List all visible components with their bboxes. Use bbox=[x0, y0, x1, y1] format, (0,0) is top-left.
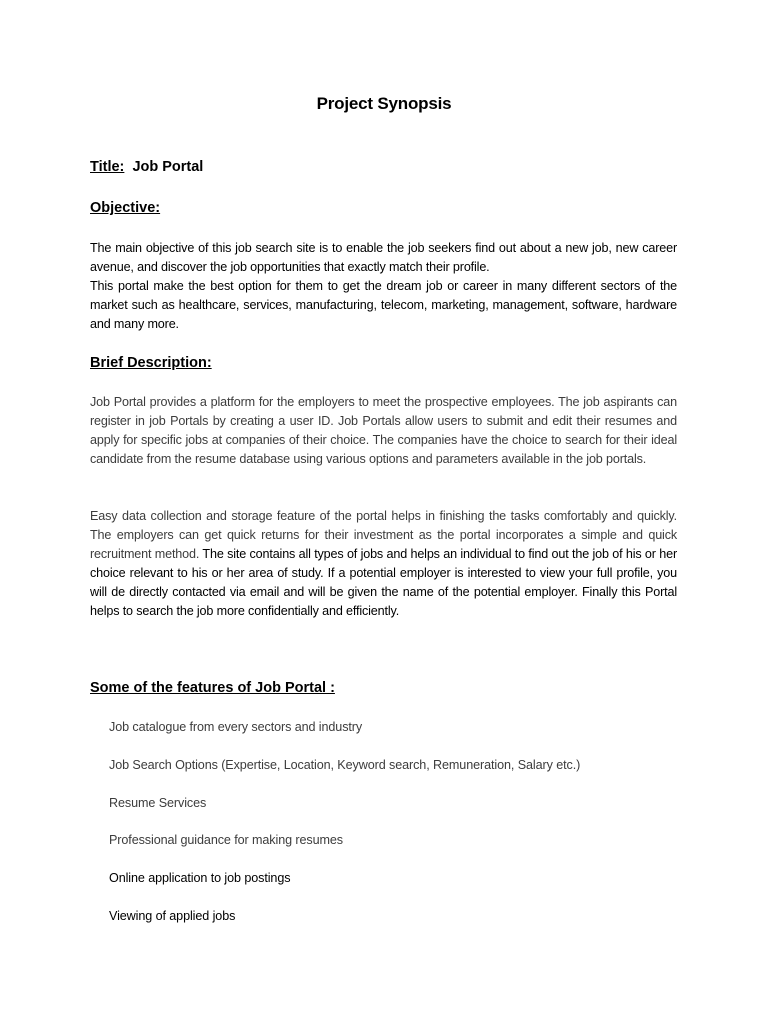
feature-item: Professional guidance for making resumes bbox=[109, 833, 344, 847]
title-value: Job Portal bbox=[132, 159, 204, 175]
objective-paragraph-2: This portal make the best option for them to get the dream job or career in many different sectors of the market such as healthcare, services, manufacturing, telecom, marketing, management, software, hardware and many more. bbox=[90, 279, 677, 331]
feature-item: Resume Services bbox=[109, 796, 207, 810]
brief-description-paragraph-2-part-1: Easy data collection and storage feature of the portal helps in finishing the tasks comfortably and quickly. The employers can get quick returns for their investment as the portal incorporates a simple and quick recruitment method. bbox=[90, 509, 677, 561]
brief-description-paragraph-1 bbox=[90, 393, 677, 469]
title-line bbox=[90, 159, 203, 175]
brief-description-paragraph-1-text: Job Portal provides a platform for the employers to meet the prospective employees. The job aspirants can register in job Portals by creating a user ID. Job Portals allow users to submit and edit their resumes and apply for specific jobs at companies of their choice. The companies have the choice to search for their ideal candidate from the resume database using various options and parameters available in the job portals. bbox=[90, 395, 677, 466]
page-title: Project Synopsis bbox=[316, 94, 452, 113]
objective-heading bbox=[90, 200, 160, 216]
brief-description-heading bbox=[90, 355, 212, 371]
features-heading bbox=[90, 680, 335, 696]
feature-item: Job Search Options (Expertise, Location, Keyword search, Remuneration, Salary etc.) bbox=[109, 758, 581, 772]
objective-heading-text: Objective: bbox=[90, 200, 161, 216]
feature-item: Online application to job postings bbox=[109, 871, 291, 885]
feature-item: Viewing of applied jobs bbox=[109, 909, 236, 923]
title-label: Title: bbox=[90, 159, 125, 175]
brief-description-heading-text: Brief Description: bbox=[90, 355, 212, 371]
objective-paragraph-1: The main objective of this job search site is to enable the job seekers find out about a new job, new career avenue, and discover the job opportunities that exactly match their profile. bbox=[90, 241, 677, 274]
brief-description-paragraph-2-part-2: The site contains all types of jobs and helps an individual to find out the job of his or her choice relevant to his or her area of study. If a potential employer is interested to view your full profile, you will de directly contacted via email and will be given the name of the potential employer. Finally this Portal helps to search the job more confidentially and efficiently. bbox=[90, 547, 678, 618]
objective-section bbox=[90, 239, 677, 334]
brief-description-paragraph-2 bbox=[90, 507, 677, 621]
features-heading-text: Some of the features of Job Portal : bbox=[90, 680, 335, 696]
feature-item: Job catalogue from every sectors and industry bbox=[109, 720, 363, 734]
